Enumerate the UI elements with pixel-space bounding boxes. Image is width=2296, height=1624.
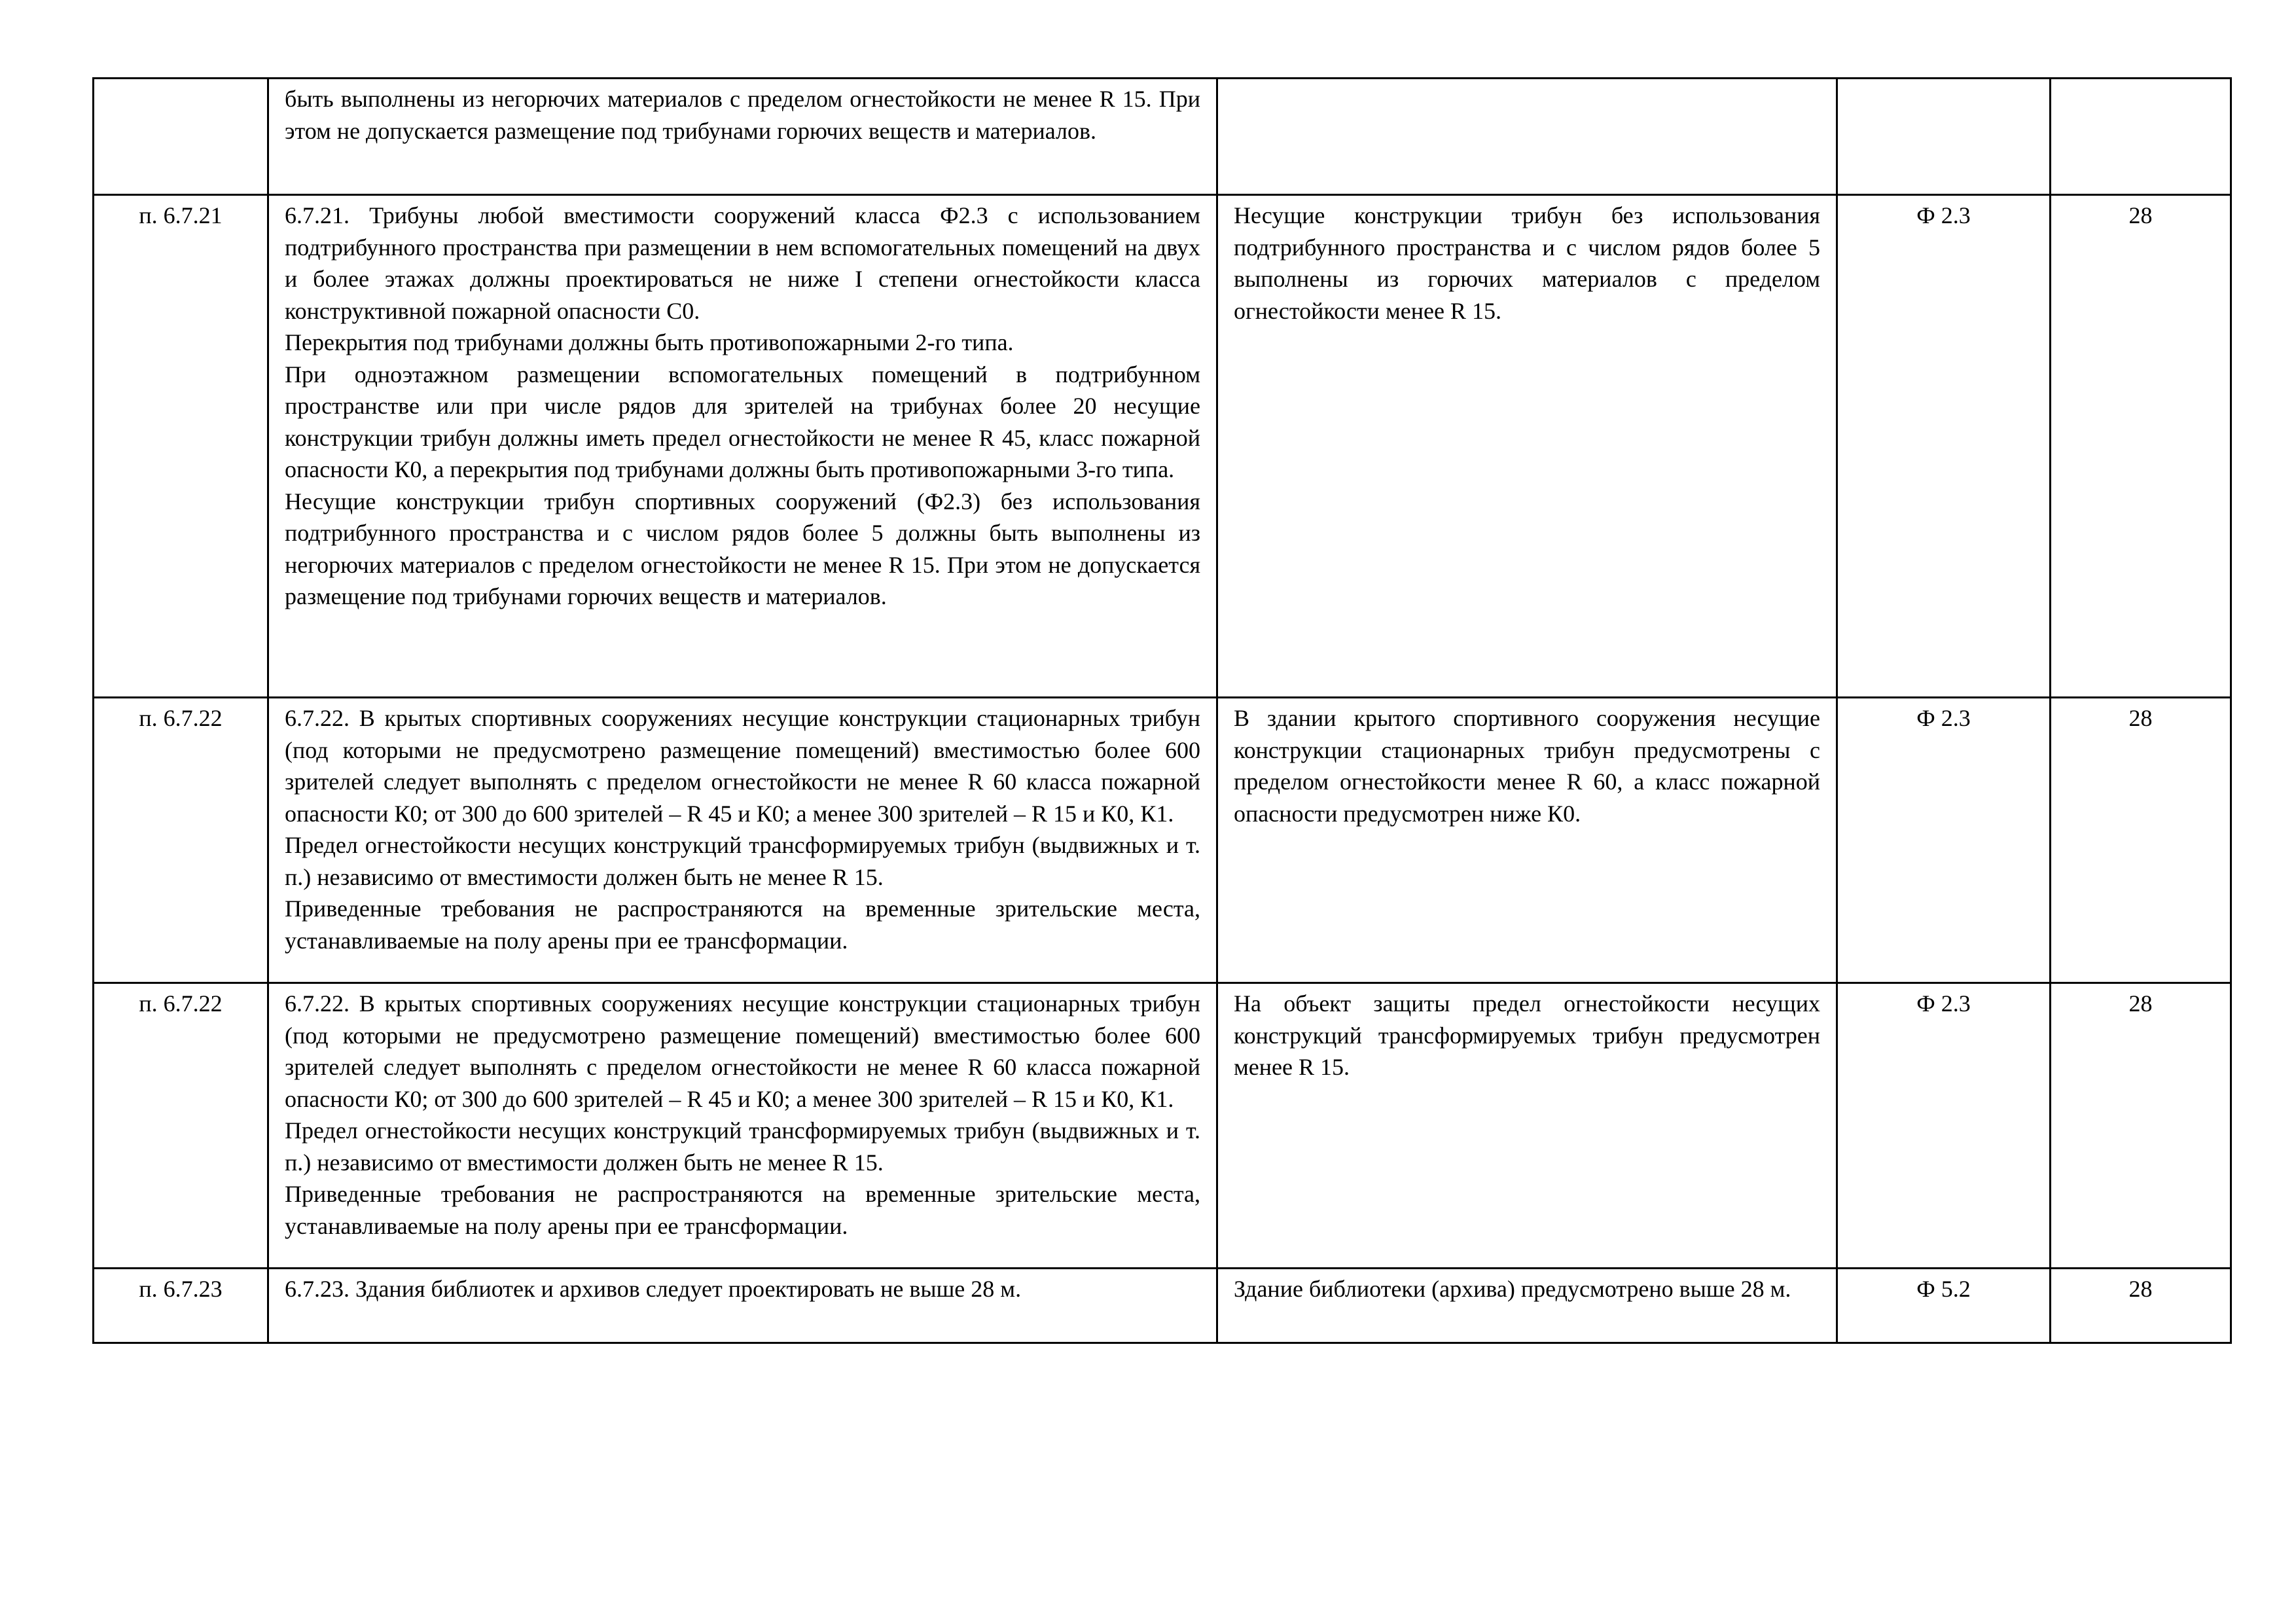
violation-cell (1217, 79, 1837, 195)
requirement-cell (268, 79, 1217, 195)
requirement-cell (268, 983, 1217, 1269)
table-row (94, 79, 2231, 195)
violation-cell (1217, 1269, 1837, 1343)
class-cell: Ф 2.3 (1837, 698, 2051, 983)
height-cell: 28 (2051, 195, 2231, 698)
requirement-cell (268, 195, 1217, 698)
table-row (94, 983, 2231, 1269)
violation-text: Несущие конструкции трибун без использования подтрибунного пространства и с числом рядов более 5 выполнены из горючих материалов с пределом огнестойкости менее R 15. (1234, 202, 1820, 324)
requirement-paragraph: Перекрытия под трибунами должны быть противопожарными 2-го типа. (285, 329, 1014, 355)
clause-ref-cell: п. 6.7.23 (94, 1269, 268, 1343)
height-cell (2051, 79, 2231, 195)
requirement-paragraph: Предел огнестойкости несущих конструкций трансформируемых трибун (выдвижных и т. п.) независимо от вместимости должен быть не менее R 15. (285, 1117, 1200, 1176)
violation-cell (1217, 983, 1837, 1269)
requirement-cell (268, 698, 1217, 983)
requirement-paragraph: быть выполнены из негорючих материалов с пределом огнестойкости не менее R 15. При этом не допускается размещение под трибунами горючих веществ и материалов. (285, 86, 1200, 144)
requirement-paragraph: Предел огнестойкости несущих конструкций трансформируемых трибун (выдвижных и т. п.) независимо от вместимости должен быть не менее R 15. (285, 832, 1200, 890)
clause-ref-cell: п. 6.7.22 (94, 983, 268, 1269)
height-cell: 28 (2051, 983, 2231, 1269)
requirement-paragraph: Приведенные требования не распространяются на временные зрительские места, устанавливаемые на полу арены при ее трансформации. (285, 1181, 1200, 1239)
requirement-cell (268, 1269, 1217, 1343)
table-row (94, 195, 2231, 698)
clause-ref-cell (94, 79, 268, 195)
requirement-paragraph: 6.7.23. Здания библиотек и архивов следует проектировать не выше 28 м. (285, 1276, 1022, 1302)
violation-text: На объект защиты предел огнестойкости несущих конструкций трансформируемых трибун предусмотрен менее R 15. (1234, 990, 1820, 1080)
violation-cell (1217, 698, 1837, 983)
requirement-paragraph: При одноэтажном размещении вспомогательных помещений в подтрибунном пространстве или при числе рядов для зрителей на трибунах более 20 несущие конструкции трибун должны иметь предел огнестойкости не менее R 45, класс пожарной опасности К0, а перекрытия под трибунами должны быть противопожарными 3-го типа. (285, 361, 1200, 482)
height-cell: 28 (2051, 698, 2231, 983)
class-cell: Ф 5.2 (1837, 1269, 2051, 1343)
table-row (94, 698, 2231, 983)
requirement-paragraph: 6.7.21. Трибуны любой вместимости сооружений класса Ф2.3 с использованием подтрибунного пространства при размещении в нем вспомогательных помещений на двух и более этажах должны проектироваться не ниже I степени огнестойкости класса конструктивной пожарной опасности С0. (285, 202, 1200, 324)
table-row (94, 1269, 2231, 1343)
class-cell: Ф 2.3 (1837, 195, 2051, 698)
requirement-paragraph: Приведенные требования не распространяются на временные зрительские места, устанавливаемые на полу арены при ее трансформации. (285, 895, 1200, 954)
clause-ref-cell: п. 6.7.21 (94, 195, 268, 698)
requirement-paragraph: Несущие конструкции трибун спортивных сооружений (Ф2.3) без использования подтрибунного пространства и с числом рядов более 5 должны быть выполнены из негорючих материалов с пределом огнестойкости не менее R 15. При этом не допускается размещение под трибунами горючих веществ и материалов. (285, 488, 1200, 609)
requirement-paragraph: 6.7.22. В крытых спортивных сооружениях несущие конструкции стационарных трибун (под которыми не предусмотрено размещение помещений) вместимостью более 600 зрителей следует выполнять с пределом огнестойкости не менее R 60 класса пожарной опасности К0; от 300 до 600 зрителей – R 45 и К0; а менее 300 зрителей – R 15 и К0, К1. (285, 705, 1200, 827)
violation-text: В здании крытого спортивного сооружения несущие конструкции стационарных трибун предусмотрены с пределом огнестойкости менее R 60, а класс пожарной опасности предусмотрен ниже К0. (1234, 705, 1820, 827)
class-cell (1837, 79, 2051, 195)
violation-text: Здание библиотеки (архива) предусмотрено выше 28 м. (1234, 1276, 1791, 1302)
requirement-paragraph: 6.7.22. В крытых спортивных сооружениях несущие конструкции стационарных трибун (под которыми не предусмотрено размещение помещений) вместимостью более 600 зрителей следует выполнять с пределом огнестойкости не менее R 60 класса пожарной опасности К0; от 300 до 600 зрителей – R 45 и К0; а менее 300 зрителей – R 15 и К0, К1. (285, 990, 1200, 1112)
requirements-table (92, 77, 2232, 1344)
height-cell: 28 (2051, 1269, 2231, 1343)
class-cell: Ф 2.3 (1837, 983, 2051, 1269)
clause-ref-cell: п. 6.7.22 (94, 698, 268, 983)
violation-cell (1217, 195, 1837, 698)
